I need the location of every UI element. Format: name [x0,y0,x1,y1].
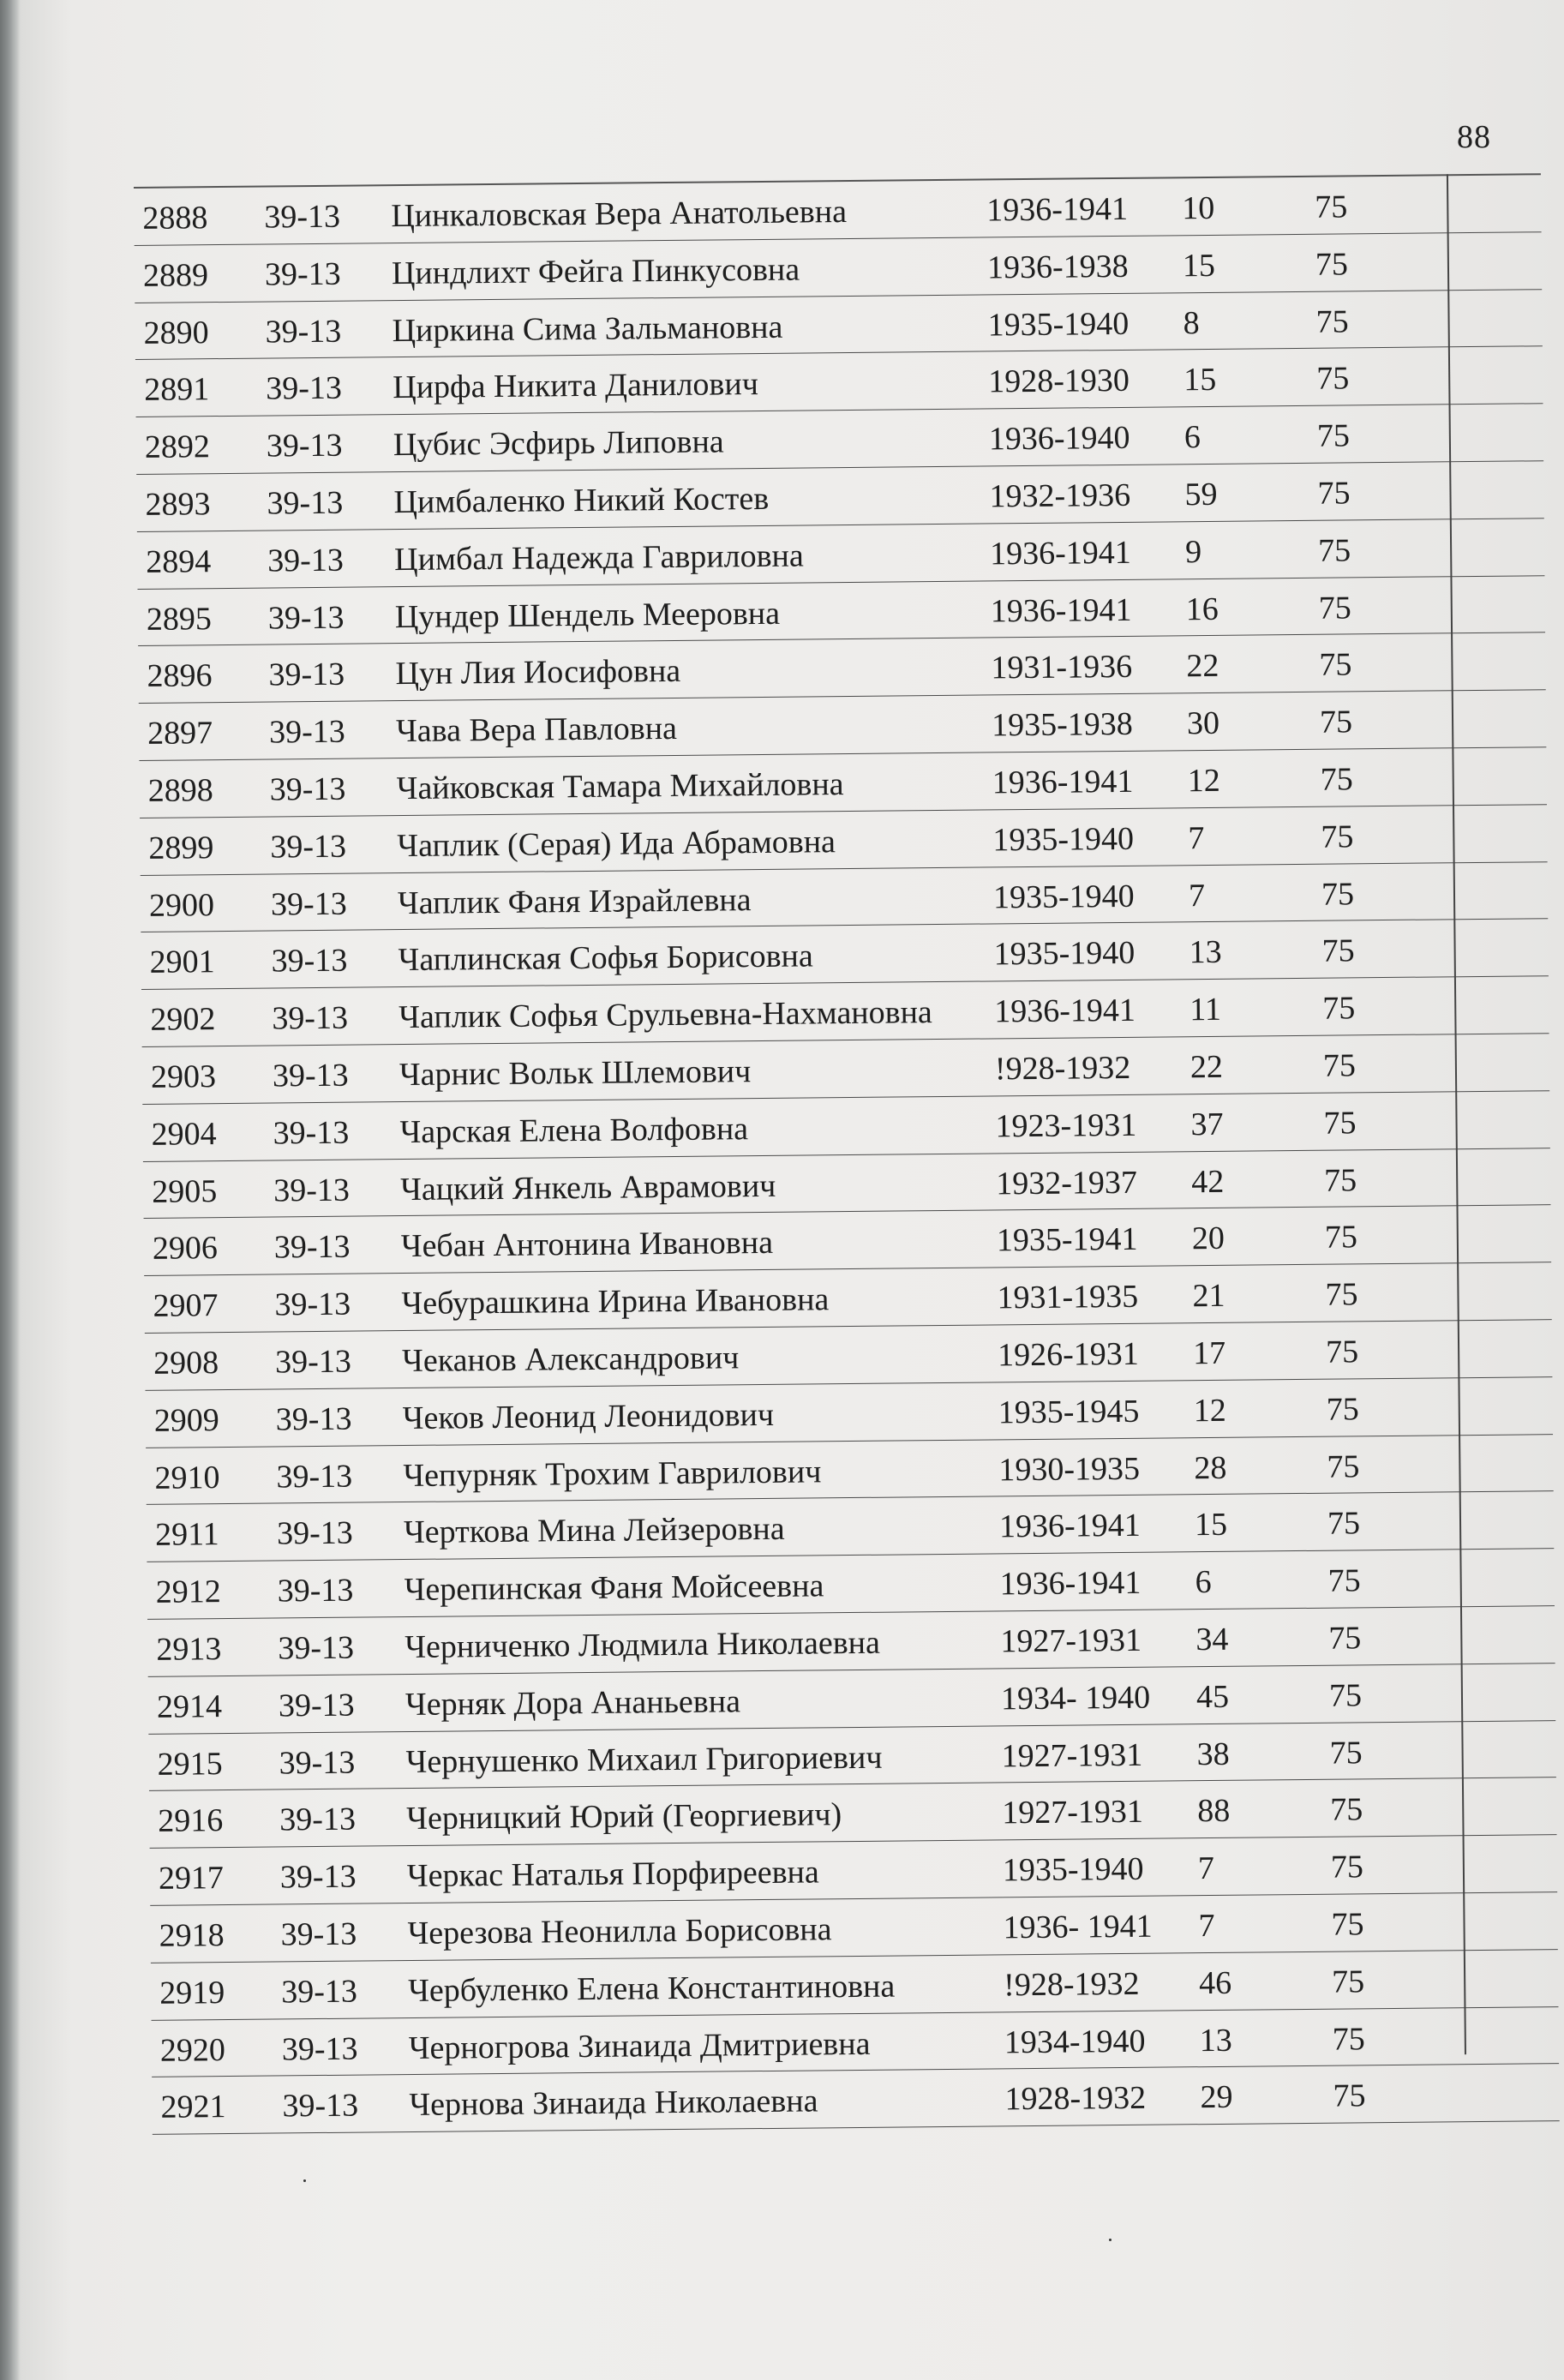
retention-term: 75 [1319,704,1353,740]
retention-term: 75 [1327,1562,1361,1599]
record-number: 2903 [150,1058,217,1095]
fund-code: 39-13 [279,1858,357,1896]
date-range: 1935-1945 [998,1393,1140,1431]
person-name: Цинкаловская Вера Анатольевна [391,194,848,235]
retention-term: 75 [1330,1791,1363,1828]
fund-code: 39-13 [276,1514,353,1552]
sheet-count: 13 [1189,934,1222,971]
person-name: Чербуленко Елена Константиновна [408,1968,896,2009]
retention-term: 75 [1331,1963,1365,2000]
fund-code: 39-13 [269,770,346,808]
sheet-count: 46 [1198,1964,1232,2001]
record-number: 2918 [159,1916,225,1954]
date-range: 1936-1941 [989,534,1132,573]
record-number: 2907 [153,1287,219,1324]
fund-code: 39-13 [271,943,348,980]
record-number: 2899 [148,829,214,866]
record-number: 2920 [159,2031,226,2069]
sheet-count: 11 [1189,992,1222,1028]
sheet-count: 45 [1195,1678,1230,1715]
sheet-count: 15 [1194,1507,1228,1544]
date-range: 1935-1940 [992,820,1135,859]
record-number: 2915 [157,1745,223,1783]
record-number: 2893 [145,486,211,523]
sheet-count: 7 [1188,819,1205,856]
retention-term: 75 [1329,1734,1363,1772]
sheet-count: 15 [1183,362,1217,399]
date-range: 1935-1940 [993,935,1136,973]
person-name: Циндлихт Фейга Пинкусовна [391,251,800,291]
date-range: 1935-1940 [1002,1850,1144,1889]
person-name: Чаплик Фаня Израйлевна [397,881,752,921]
sheet-count: 28 [1194,1449,1227,1486]
date-range: 1936-1941 [998,1508,1141,1545]
person-name: Чеков Леонид Леонидович [402,1396,775,1436]
fund-code: 39-13 [276,1458,353,1496]
retention-term: 75 [1318,589,1351,626]
date-range: 1936-1941 [992,763,1134,801]
sheet-count: 42 [1190,1163,1225,1200]
retention-term: 75 [1324,1219,1358,1256]
fund-code: 39-13 [282,2087,359,2125]
date-range: 1923-1931 [995,1106,1137,1145]
sheet-count: 8 [1183,304,1200,341]
fund-code: 39-13 [267,599,345,637]
record-number: 2921 [160,2089,226,2126]
person-name: Цирфа Никита Данилович [392,366,759,406]
person-name: Цимбаленко Никий Костев [393,480,770,521]
fund-code: 39-13 [267,484,344,522]
retention-term: 75 [1316,360,1350,398]
retention-term: 75 [1321,875,1355,913]
retention-term: 75 [1323,1105,1357,1142]
record-number: 2895 [146,600,213,638]
date-range: 1932-1936 [989,477,1131,515]
fund-code: 39-13 [272,1057,349,1094]
stray-ink-dot [303,2179,306,2182]
person-name: Черняк Дора Ананьевна [404,1683,741,1723]
sheet-count: 7 [1188,877,1206,914]
record-number: 2898 [147,772,213,809]
person-name: Чебурашкина Ирина Ивановна [401,1281,830,1322]
person-name: Черкас Наталья Порфиреевна [406,1854,819,1895]
sheet-count: 12 [1187,762,1220,800]
person-name: Чайковская Тамара Михайловна [396,766,844,807]
sheet-count: 6 [1195,1564,1212,1601]
fund-code: 39-13 [267,542,345,579]
fund-code: 39-13 [270,885,347,923]
date-range: 1935-1940 [987,305,1130,344]
fund-code: 39-13 [278,1687,355,1724]
record-number: 2905 [152,1172,218,1210]
person-name: Черногрова Зинаида Дмитриевна [408,2025,871,2066]
date-range: 1936-1938 [986,248,1129,286]
sheet-count: 22 [1189,1048,1224,1086]
person-name: Чацкий Янкель Аврамович [400,1167,776,1208]
retention-term: 75 [1321,818,1354,855]
fund-code: 39-13 [273,1114,350,1152]
retention-term: 75 [1322,990,1356,1027]
date-range: 1936- 1941 [1003,1908,1153,1946]
sheet-count: 37 [1190,1106,1224,1142]
date-range: 1928-1932 [1004,2080,1147,2118]
document-page [21,0,1564,2380]
fund-code: 39-13 [268,713,345,751]
record-number: 2888 [142,200,208,237]
record-number: 2891 [144,371,210,409]
sheet-count: 34 [1195,1621,1229,1658]
date-range: 1936-1940 [988,420,1130,458]
retention-term: 75 [1321,932,1355,970]
date-range: 1927-1931 [1000,1622,1142,1660]
person-name: Чаплик (Серая) Ида Абрамовна [397,823,836,864]
sheet-count: 30 [1186,705,1220,742]
sheet-count: 15 [1182,247,1216,285]
person-name: Цубис Эсфирь Липовна [392,423,724,464]
stray-ink-dot [1109,2239,1112,2241]
sheet-count: 7 [1198,1907,1215,1945]
date-range: 1931-1936 [991,649,1133,686]
person-name: Черниченко Людмила Николаевна [404,1624,881,1665]
record-number: 2889 [142,256,209,294]
record-number: 2909 [153,1401,220,1439]
fund-code: 39-13 [275,1400,352,1438]
sheet-count: 29 [1200,2079,1233,2116]
fund-code: 39-13 [270,828,347,866]
person-name: Циркина Сима Зальмановна [392,309,783,349]
record-number: 2904 [151,1115,217,1153]
person-name: Чернушенко Михаил Григориевич [405,1739,883,1780]
fund-code: 39-13 [273,1172,351,1209]
fund-code: 39-13 [264,255,341,293]
sheet-count: 88 [1197,1793,1231,1830]
fund-code: 39-13 [273,1228,351,1266]
record-number: 2913 [156,1631,222,1668]
person-name: Чепурняк Трохим Гаврилович [403,1453,822,1494]
retention-term: 75 [1332,2020,1366,2058]
person-name: Черепинская Фаня Мойсеевна [404,1568,824,1609]
archive-ledger-table [134,173,1560,2135]
book-spine-shadow [0,0,21,2380]
retention-term: 75 [1317,475,1351,512]
record-number: 2900 [148,886,215,924]
sheet-count: 21 [1192,1277,1225,1315]
sheet-count: 7 [1197,1850,1215,1887]
sheet-count: 22 [1186,648,1219,685]
fund-code: 39-13 [265,313,342,351]
ledger-rows [134,175,1560,2135]
person-name: Черткова Мина Лейзеровна [403,1511,785,1551]
person-name: Цун Лия Иосифовна [395,653,681,692]
record-number: 2897 [147,715,213,752]
sheet-count: 12 [1193,1392,1226,1429]
date-range: 1927-1931 [1002,1794,1144,1831]
person-name: Чаплик Софья Срульевна-Нахмановна [398,994,933,1036]
fund-code: 39-13 [281,2030,358,2067]
retention-term: 75 [1317,532,1351,569]
person-name: Чава Вера Павловна [395,710,678,750]
sheet-count: 9 [1184,533,1202,571]
retention-term: 75 [1328,1677,1363,1714]
fund-code: 39-13 [281,1973,358,2011]
retention-term: 75 [1327,1505,1361,1543]
date-range: 1936-1941 [990,591,1132,630]
record-number: 2912 [155,1574,221,1610]
record-number: 2911 [154,1516,219,1554]
sheet-count: 10 [1182,189,1215,227]
person-name: Черезова Неонилла Борисовна [407,1911,832,1951]
record-number: 2919 [159,1974,225,2011]
person-name: Черницкий Юрий (Георгиевич) [406,1796,842,1837]
record-number: 2917 [158,1860,225,1897]
date-range: 1934- 1940 [1000,1679,1151,1718]
record-number: 2896 [147,657,213,695]
date-range: 1935-1940 [992,878,1135,915]
fund-code: 39-13 [274,1286,351,1323]
fund-code: 39-13 [277,1572,354,1610]
retention-term: 75 [1327,1448,1360,1485]
person-name: Чернова Зинаида Николаевна [409,2083,818,2124]
fund-code: 39-13 [266,370,343,407]
retention-term: 75 [1331,1906,1364,1943]
sheet-count: 16 [1185,591,1219,627]
record-number: 2910 [154,1459,220,1496]
retention-term: 75 [1319,646,1352,684]
date-range: 1926-1931 [997,1335,1139,1374]
record-number: 2906 [152,1230,219,1268]
date-range: 1928-1930 [988,363,1130,400]
fund-code: 39-13 [279,1801,357,1838]
record-number: 2892 [144,429,211,466]
retention-term: 75 [1325,1334,1359,1370]
person-name: Чеканов Александрович [401,1340,740,1379]
date-range: 1936-1941 [994,992,1136,1030]
person-name: Цимбал Надежда Гавриловна [393,537,804,578]
sheet-count: 59 [1184,476,1218,513]
date-range: 1934-1940 [1004,2023,1146,2060]
person-name: Чарская Елена Волфовна [399,1110,749,1150]
date-range: 1932-1937 [996,1164,1138,1202]
sheet-count: 13 [1199,2022,1233,2059]
retention-term: 75 [1326,1391,1359,1428]
fund-code: 39-13 [268,656,345,693]
retention-term: 75 [1315,246,1349,283]
person-name: Чаплинская Софья Борисовна [398,938,813,979]
date-range: 1935-1941 [996,1221,1138,1259]
record-number: 2890 [143,314,209,351]
sheet-count: 17 [1192,1334,1226,1372]
fund-code: 39-13 [279,1744,356,1781]
person-name: Цундер Шендель Мееровна [394,595,781,635]
retention-term: 75 [1323,1161,1357,1199]
date-range: !928-1932 [994,1049,1131,1088]
sheet-count: 20 [1191,1220,1225,1257]
retention-term: 75 [1322,1047,1357,1084]
sheet-count: 6 [1183,419,1201,456]
person-name: Чебан Антонина Ивановна [400,1225,774,1265]
date-range: 1936-1941 [986,190,1129,229]
retention-term: 75 [1325,1276,1358,1313]
record-number: 2916 [158,1802,224,1840]
date-range: 1930-1935 [998,1450,1141,1488]
fund-code: 39-13 [280,1915,357,1953]
fund-code: 39-13 [264,198,341,236]
retention-term: 75 [1328,1620,1362,1657]
record-number: 2901 [149,944,215,981]
date-range: 1927-1931 [1001,1736,1143,1774]
retention-term: 75 [1320,761,1353,798]
date-range: 1936-1941 [999,1564,1142,1603]
fund-code: 39-13 [266,427,343,465]
fund-code: 39-13 [278,1629,355,1667]
retention-term: 75 [1315,189,1348,225]
record-number: 2914 [156,1688,223,1725]
date-range: !928-1932 [1003,1965,1140,2004]
retention-term: 75 [1330,1849,1364,1885]
date-range: 1935-1938 [991,706,1133,744]
fund-code: 39-13 [274,1343,352,1381]
fund-code: 39-13 [272,999,349,1037]
retention-term: 75 [1315,303,1349,340]
record-number: 2902 [150,1001,216,1039]
person-name: Чарнис Вольк Шлемович [398,1053,752,1094]
retention-term: 75 [1333,2077,1366,2114]
page-number: 88 [1457,119,1491,155]
retention-term: 75 [1316,417,1351,454]
sheet-count: 38 [1196,1736,1230,1772]
record-number: 2908 [153,1345,219,1382]
date-range: 1931-1935 [997,1278,1139,1316]
record-number: 2894 [146,543,212,580]
